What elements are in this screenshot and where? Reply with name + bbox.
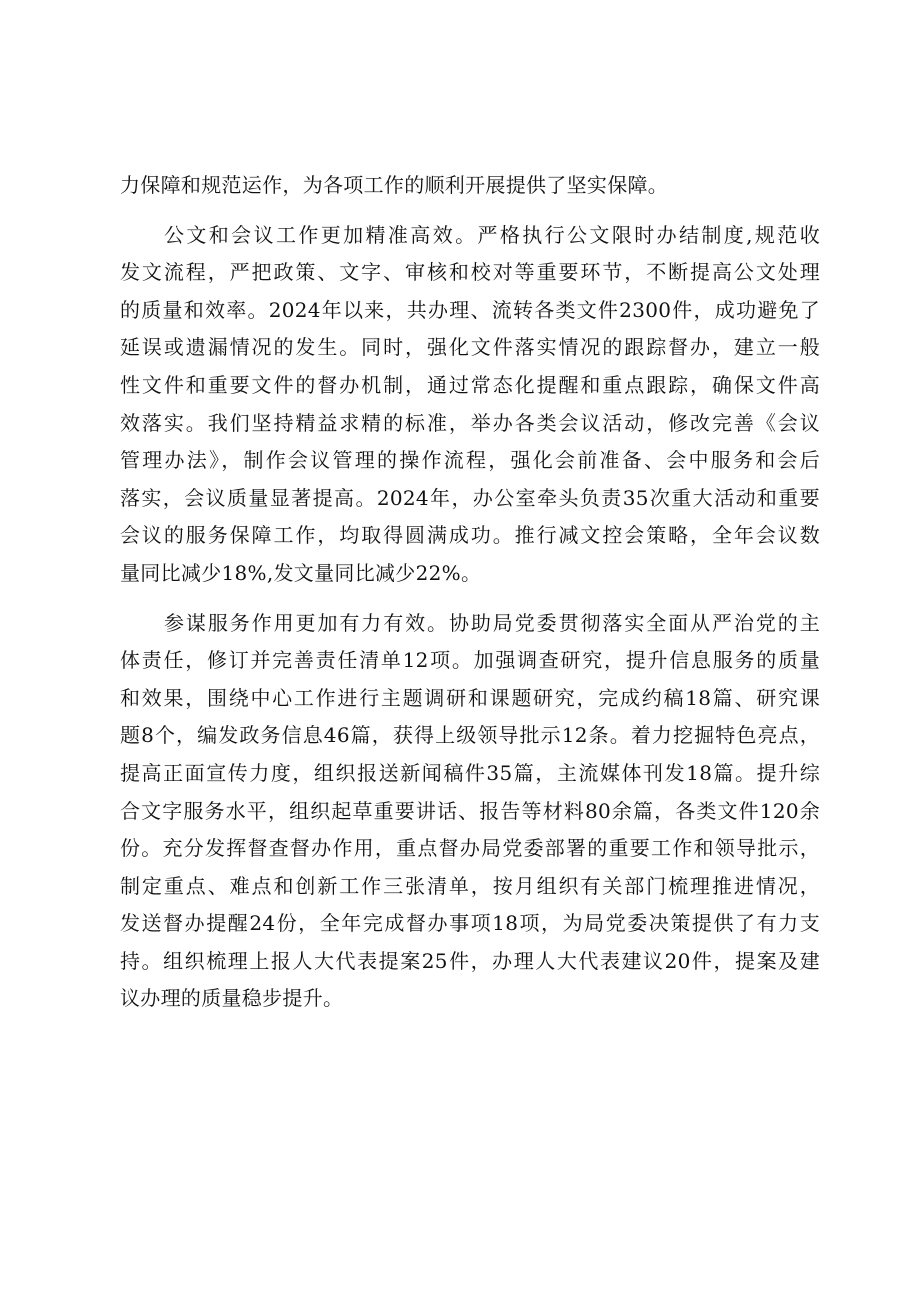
paragraph-1-line-1: 力保障和规范运作，为各项工作的顺利开展提供了坚实保障。 — [120, 173, 669, 197]
paragraph-2-line-7: 管理办法》，制作会议管理的操作流程，强化会前准备、会中服务和会后 — [120, 448, 820, 473]
paragraph-2-line-3: 的质量和效率。2024年以来，共办理、流转各类文件2300件，成功避免了 — [120, 297, 820, 322]
paragraph-2-line-8: 落实，会议质量显著提高。2024年，办公室牵头负责35次重大活动和重要 — [120, 485, 820, 510]
paragraph-2-line-10: 量同比减少18%,发文量同比减少22%。 — [120, 560, 482, 585]
paragraph-3-line-3: 和效果，围绕中心工作进行主题调研和课题研究，完成约稿18篇、研究课 — [120, 685, 820, 710]
paragraph-3-line-4: 题8个，编发政务信息46篇，获得上级领导批示12条。着力挖掘特色亮点， — [120, 723, 820, 748]
paragraph-3-line-9: 发送督办提醒24份，全年完成督办事项18项，为局党委决策提供了有力支 — [120, 911, 820, 936]
paragraph-3-line-8: 制定重点、难点和创新工作三张清单，按月组织有关部门梳理推进情况， — [120, 873, 820, 898]
paragraph-2-line-1: 公文和会议工作更加精准高效。严格执行公文限时办结制度,规范收 — [164, 222, 820, 247]
paragraph-3-line-1: 参谋服务作用更加有力有效。协助局党委贯彻落实全面从严治党的主 — [164, 610, 820, 635]
paragraph-2-line-4: 延误或遗漏情况的发生。同时，强化文件落实情况的跟踪督办，建立一般 — [120, 335, 820, 360]
paragraph-3-line-10: 持。组织梳理上报人大代表提案25件，办理人大代表建议20件，提案及建 — [120, 948, 820, 973]
paragraph-3-line-7: 份。充分发挥督查督办作用，重点督办局党委部署的重要工作和领导批示， — [120, 836, 820, 861]
paragraph-2-line-9: 会议的服务保障工作，均取得圆满成功。推行减文控会策略，全年会议数 — [120, 523, 820, 548]
paragraph-3-line-11: 议办理的质量稳步提升。 — [120, 986, 344, 1011]
body-text — [120, 167, 820, 1018]
paragraph-3-line-2: 体责任，修订并完善责任清单12项。加强调查研究，提升信息服务的质量 — [120, 648, 820, 673]
paragraph-2-line-6: 效落实。我们坚持精益求精的标准，举办各类会议活动，修改完善《会议 — [120, 410, 820, 435]
paragraph-3-line-6: 合文字服务水平，组织起草重要讲话、报告等材料80余篇，各类文件120余 — [120, 798, 820, 823]
paragraph-3-line-5: 提高正面宣传力度，组织报送新闻稿件35篇，主流媒体刊发18篇。提升综 — [120, 760, 820, 785]
paragraph-2-line-5: 性文件和重要文件的督办机制，通过常态化提醒和重点跟踪，确保文件高 — [120, 372, 820, 397]
paragraph-2-line-2: 发文流程，严把政策、文字、审核和校对等重要环节，不断提高公文处理 — [120, 260, 820, 285]
